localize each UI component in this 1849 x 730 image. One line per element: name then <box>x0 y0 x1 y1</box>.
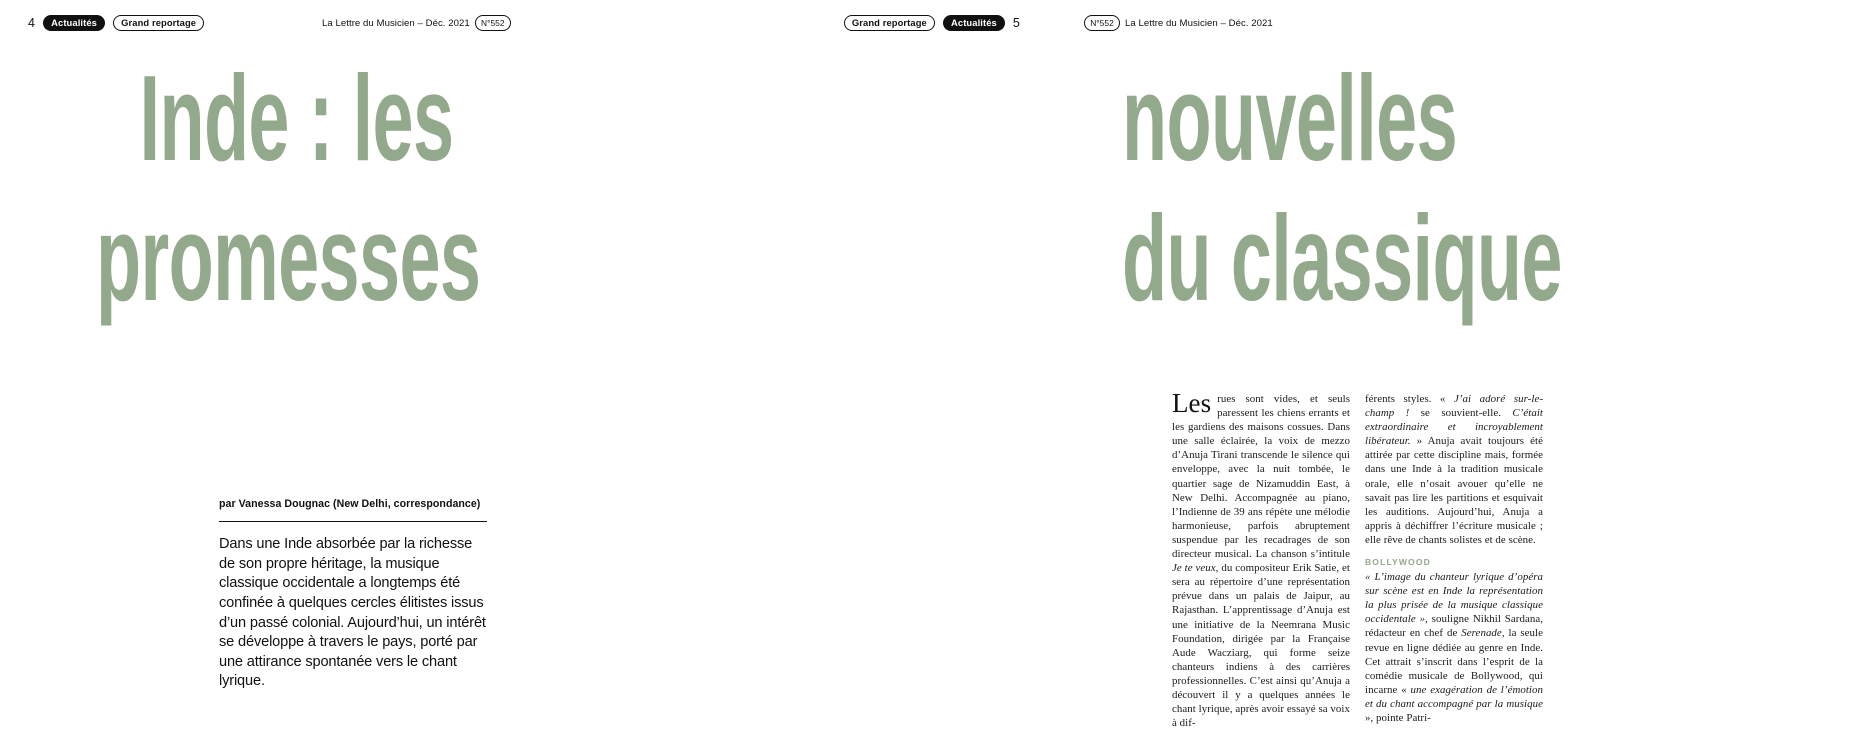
left-folio: 4 <box>28 16 36 30</box>
body-column-1 <box>1172 388 1350 730</box>
left-page <box>0 0 524 690</box>
byline-rule <box>219 521 487 522</box>
right-badge-rubric[interactable]: Grand reportage <box>844 15 935 32</box>
standfirst: Dans une Inde absorbée par la richesse de son propre héritage, la musique classique occidentale a longtemps été confinée à quelques cercles élitistes issus d’un passé colonial. Aujourd’hui, un intérêt se développe à travers le pays, porté par une attirance spontanée vers le chant lyrique. <box>219 536 486 690</box>
left-publication-line: La Lettre du Musicien – Déc. 2021 <box>322 17 470 29</box>
body-run-7: , la seule revue en ligne dédiée au genre en Inde. Cet attrait s’inscrit dans l’esprit de la comédie musicale de Bollywood, qui incarne « <box>1365 627 1544 696</box>
body-quote-4: une exagération de l’émotion et du chant accompagné par la musique <box>1365 683 1543 710</box>
left-issue-badge: N°552 <box>475 15 511 30</box>
right-running-head <box>844 14 1020 32</box>
body-quote-3: « L’image du chanteur lyrique d’opéra sur scène est en Inde la représentation la plus prisée de la musique classique occidentale » <box>1365 571 1543 626</box>
body-quote-1: J’ai adoré sur-le-champ ! <box>1365 393 1543 420</box>
body-column-2 <box>1365 392 1544 724</box>
body-run-3: férents styles. « <box>1365 393 1446 405</box>
right-issue-line <box>1084 14 1273 32</box>
right-headline-line-1: nouvelles <box>1122 50 1458 186</box>
section-kicker-bollywood: BOLLYWOOD <box>1365 557 1431 568</box>
right-page <box>524 0 1562 730</box>
body-italic-2: Serenade <box>1461 627 1502 640</box>
body-run-5: » Anuja avait toujours été attirée par cette discipline mais, formée dans une Inde à la tradition musicale orale, elle n’osait avouer qu’elle ne savait pas lire les partitions et esquivait les auditions. Aujourd’hui, Anuja a appris à déchiffrer l’écriture musicale ; elle rêve de chants solistes et de scène. <box>1365 435 1543 546</box>
byline: par Vanessa Dougnac (New Delhi, correspondance) <box>219 498 481 510</box>
left-running-head <box>28 14 204 32</box>
body-paragraph-3 <box>1365 570 1543 725</box>
right-badge-section[interactable]: Actualités <box>943 15 1005 31</box>
left-headline-line-1: Inde : les <box>139 50 454 186</box>
drop-cap: Les <box>1172 388 1212 418</box>
right-folio: 5 <box>1012 16 1020 30</box>
right-headline <box>1122 48 1849 328</box>
body-columns <box>1172 388 1544 730</box>
body-italic-1: Je te veux <box>1172 562 1216 575</box>
right-issue-badge: N°552 <box>1084 15 1120 30</box>
left-badge-rubric[interactable]: Grand reportage <box>113 15 204 32</box>
body-quote-2: C’était extraordinaire et incroyablement libérateur. <box>1365 407 1543 448</box>
right-publication-line: La Lettre du Musicien – Déc. 2021 <box>1125 17 1273 29</box>
body-paragraph-1 <box>1172 388 1350 730</box>
body-run-6: , souligne Nikhil Sardana, rédacteur en chef de <box>1365 613 1543 640</box>
left-issue-line <box>322 14 511 32</box>
body-run-8: », pointe Patri- <box>1365 711 1431 724</box>
body-run-1: rues sont vides, et seuls paressent les chiens errants et les gardiens des maisons cossues. Dans une salle éclairée, la voix de mezzo d’Anuja Tirani transcende le silence qui enveloppe, avec la nuit tombée, le quartier sage de Nizamuddin East, à New Delhi. Accompagnée au piano, l’Indienne de 39 ans répète une mélodie harmonieuse, parfois abruptement suspendue par les recadrages de son directeur musical. La chanson s’intitule <box>1172 393 1350 561</box>
right-headline-line-2: du classique <box>1122 190 1562 326</box>
left-badge-section[interactable]: Actualités <box>43 15 105 31</box>
left-headline-line-2: promesses <box>96 190 481 326</box>
body-run-2: , du compositeur Erik Satie, et sera au répertoire d’une représentation prévue dans un palais de Jaipur, au Rajasthan. L’apprentissage d’Anuja est une initiative de la Neemrana Music Foundation, dirigée par la Française Aude Wacziarg, qui forme seize chanteurs indiens à des carrières professionnelles. C’est ainsi qu’Anuja a découvert il y a quelques années le chant lyrique, après avoir essayé sa voix à dif- <box>1172 562 1350 730</box>
body-run-4: se souvient-elle. <box>1420 407 1513 420</box>
body-paragraph-2 <box>1365 392 1543 547</box>
